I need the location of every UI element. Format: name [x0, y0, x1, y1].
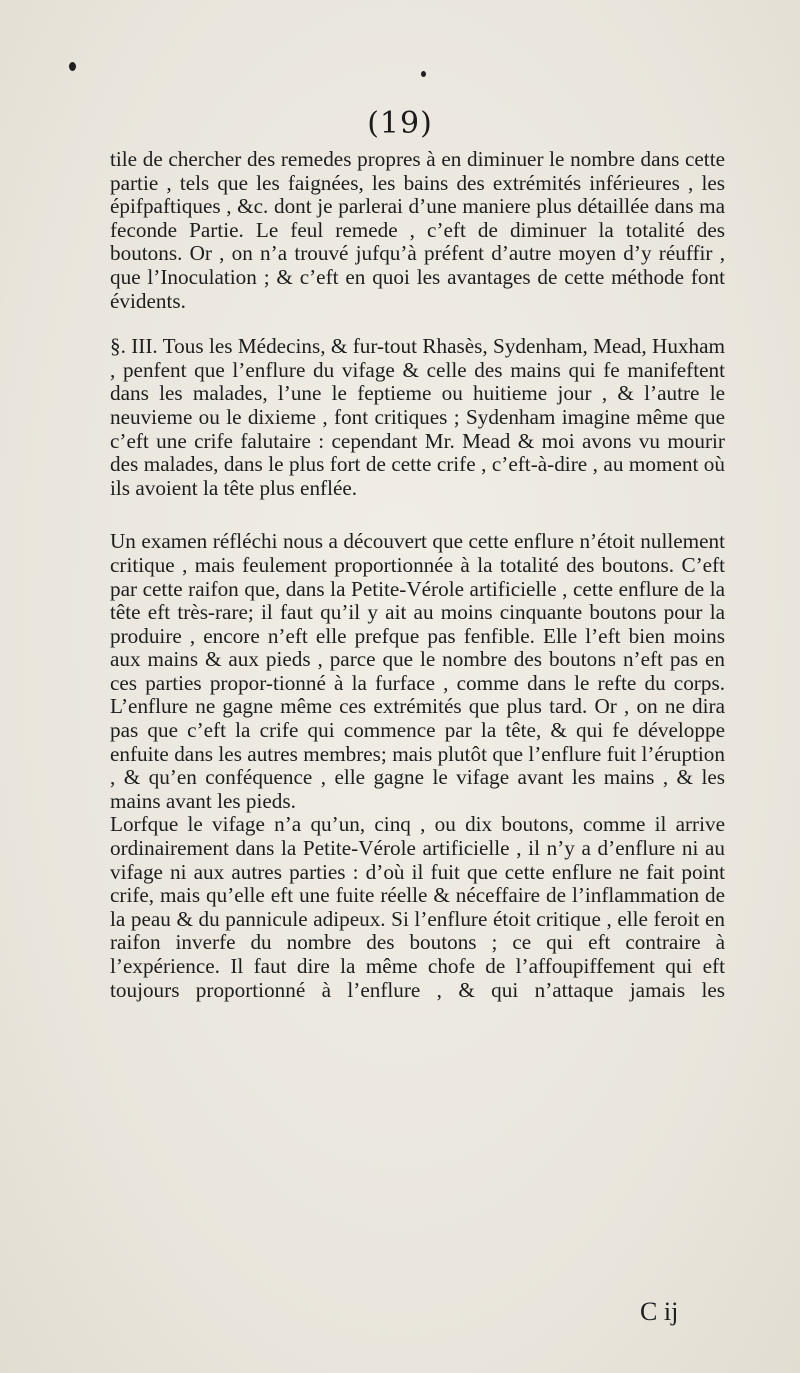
paragraph-section-3: §. III. Tous les Médecins, & fur-tout Rhasès, Sydenham, Mead, Huxham , penfent que l’enflure du vifage & celle des mains qui fe manifeftent dans les malades, l’une le feptieme ou huitieme jour , & l’autre le neuvieme ou le dixieme , font critiques ; Sydenham imagine même que c’eft une crife falutaire : cependant Mr. Mead & moi avons vu mourir des malades, dans le plus fort de cette crife , c’eft-à-dire , au moment où ils avoient la tête plus enflée. — [110, 334, 725, 500]
ink-speck — [421, 71, 426, 77]
body-text — [110, 148, 725, 1002]
signature-mark: C ij — [640, 1297, 679, 1326]
ink-speck — [69, 62, 76, 71]
paragraph-face-swelling: Lorfque le vifage n’a qu’un, cinq , ou dix boutons, comme il arrive ordinairement dans la Petite-Vérole artificielle , il n’y a d’enflure ni au vifage ni aux autres parties : d’où il fuit que cette enflure ne fait point crife, mais qu’elle eft une fuite réelle & néceffaire de l’inflammation de la peau & du pannicule adipeux. Si l’enflure étoit critique , elle feroit en raifon inverfe du nombre des boutons ; ce qui eft contraire à l’expérience. Il faut dire la même chofe de l’affoupiffement qui eft toujours proportionné à l’enflure , & qui n’attaque jamais les — [110, 812, 725, 1002]
page-number: (19) — [367, 106, 433, 141]
paragraph-continuation: tile de chercher des remedes propres à en diminuer le nombre dans cette partie , tels que les faignées, les bains des extrémités inférieures , les épifpaftiques , &c. dont je parlerai d’une maniere plus détaillée dans ma feconde Partie. Le feul remede , c’eft de diminuer la totalité des boutons. Or , on n’a trouvé jufqu’à préfent d’autre moyen d’y réuffir , que l’Inoculation ; & c’eft en quoi les avantages de cette méthode font évidents. — [110, 147, 725, 313]
paragraph-examination: Un examen réfléchi nous a découvert que cette enflure n’étoit nullement critique , mais feulement proportionnée à la totalité des boutons. C’eft par cette raifon que, dans la Petite-Vérole artificielle , cette enflure de la tête eft très-rare; il faut qu’il y ait au moins cinquante boutons pour la produire , encore n’eft elle prefque pas fenfible. Elle l’eft bien moins aux mains & aux pieds , parce que le nombre des boutons n’eft pas en ces parties propor-tionné à la furface , comme dans le refte du corps. L’enflure ne gagne même ces extrémités que plus tard. Or , on ne dira pas que c’eft la crife qui commence par la tête, & qui fe développe enfuite dans les autres membres; mais plutôt que l’enflure fuit l’éruption , & qu’en conféquence , elle gagne le vifage avant les mains , & les mains avant les pieds. — [110, 529, 725, 813]
